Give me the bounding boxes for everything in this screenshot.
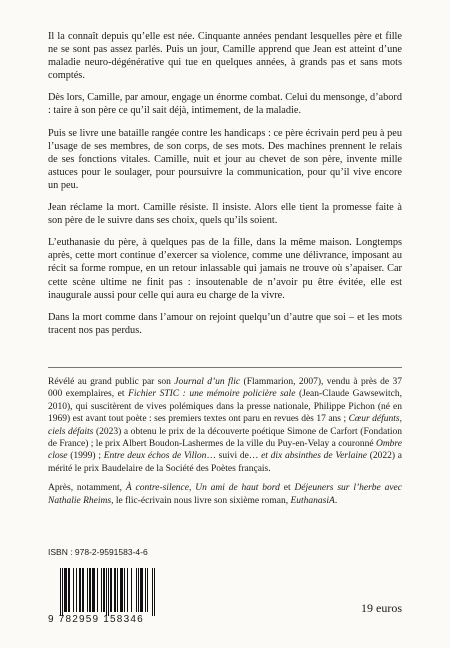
isbn-label: ISBN : 978-2-9591583-4-6 bbox=[48, 547, 148, 557]
section-divider bbox=[48, 367, 402, 368]
barcode-bar bbox=[83, 568, 84, 612]
barcode-bar bbox=[111, 568, 112, 612]
barcode-bar bbox=[145, 568, 146, 612]
barcode-bar bbox=[147, 568, 148, 612]
synopsis bbox=[48, 30, 402, 346]
bio-text: (1999) ; bbox=[67, 451, 104, 462]
book-title: Journal d’un flic bbox=[174, 377, 241, 387]
barcode-bar bbox=[87, 568, 88, 612]
barcode bbox=[48, 568, 160, 630]
book-title: Fichier STIC : une mémoire policière sale bbox=[128, 389, 296, 400]
barcode-bar bbox=[136, 568, 137, 612]
barcode-bar bbox=[142, 568, 143, 612]
barcode-bar bbox=[115, 568, 116, 612]
bio-text: (Jean-Claude Gawsewitch, 2010), qui suscitèrent de vives polémiques dans la presse nationale, Philippe Pichon (né en 1969) est avant tout poète : ses premiers textes ont paru en revues dès 17 ans ; bbox=[48, 389, 402, 425]
barcode-bar bbox=[114, 568, 115, 612]
barcode-bar bbox=[138, 568, 139, 612]
book-title: Entre deux échos de Villon bbox=[103, 451, 207, 462]
barcode-bar bbox=[97, 568, 98, 612]
barcode-bar bbox=[108, 568, 109, 616]
bio-text: , bbox=[188, 483, 196, 494]
barcode-bar bbox=[154, 568, 155, 616]
bio-text: et bbox=[279, 483, 295, 494]
barcode-bars bbox=[48, 568, 160, 616]
bio-text: Après, notamment, bbox=[48, 483, 126, 494]
bio-text: (2023) a obtenu le prix de la découverte poétique Simone de Carfort (Fondation de France) ; le prix Albert Boudon-Lashermes de la ville du Puy-en-Velay a couronné bbox=[48, 426, 402, 450]
barcode-bar bbox=[141, 568, 142, 612]
barcode-bar bbox=[66, 568, 67, 612]
barcode-bar bbox=[76, 568, 77, 612]
bio-text: , le flic-écrivain nous livre son sixième roman, bbox=[111, 495, 291, 506]
synopsis-paragraph-4: Jean réclame la mort. Camille résiste. Il insiste. Alors elle tient la promesse faite à son père de le suivre dans ses choix, quels qu’ils soient. bbox=[48, 202, 402, 227]
barcode-bar bbox=[62, 568, 63, 616]
barcode-bar bbox=[92, 568, 93, 612]
bio-text: . bbox=[334, 495, 338, 506]
book-title: À contre-silence bbox=[125, 483, 189, 494]
barcode-bar bbox=[131, 568, 132, 612]
book-title: Cœur défunts, ciels défaits bbox=[48, 414, 402, 437]
book-title: et dix absinthes de Verlaine bbox=[261, 451, 367, 462]
barcode-bar bbox=[121, 568, 122, 612]
barcode-bar bbox=[101, 568, 102, 612]
barcode-bar bbox=[127, 568, 128, 612]
barcode-bar bbox=[122, 568, 123, 612]
barcode-bar bbox=[80, 568, 81, 612]
author-bio bbox=[48, 376, 402, 514]
bio-text: (2022) a mérité le prix Baudelaire de la Société des Poètes français. bbox=[48, 451, 402, 474]
barcode-bar bbox=[79, 568, 80, 612]
bio-text: (Flammarion, 2007), vendu à près de 37 000 exemplaires, et bbox=[48, 377, 403, 400]
barcode-bar bbox=[73, 568, 74, 612]
barcode-bar bbox=[82, 568, 83, 612]
barcode-bar bbox=[69, 568, 70, 612]
bio-text: Révélé au grand public par son bbox=[48, 377, 175, 387]
bio-text: … suivi de… bbox=[206, 451, 262, 462]
barcode-bar bbox=[140, 568, 141, 612]
book-title: EuthanasiA bbox=[290, 495, 335, 506]
bio-paragraph-1 bbox=[48, 376, 402, 475]
barcode-bar bbox=[93, 568, 94, 612]
barcode-bar bbox=[89, 568, 90, 612]
barcode-digits: 9 782959 158346 bbox=[48, 614, 144, 625]
barcode-bar bbox=[65, 568, 66, 612]
price: 19 euros bbox=[361, 601, 402, 615]
barcode-bar bbox=[110, 568, 111, 612]
barcode-bar bbox=[117, 568, 118, 612]
barcode-bar bbox=[104, 568, 105, 612]
book-title: Déjeuners sur l’herbe avec Nathalie Rheims bbox=[48, 483, 402, 506]
barcode-bar bbox=[120, 568, 121, 612]
book-title: Un ami de haut bord bbox=[195, 483, 280, 494]
barcode-bar bbox=[90, 568, 91, 612]
book-title: Ombre close bbox=[48, 439, 402, 462]
barcode-bar bbox=[64, 568, 65, 612]
barcode-bar bbox=[103, 568, 104, 612]
barcode-bar bbox=[68, 568, 69, 612]
bio-paragraph-2 bbox=[48, 482, 402, 507]
barcode-bar bbox=[94, 568, 95, 612]
synopsis-paragraph-6: Dans la mort comme dans l’amour on rejoint quelqu’un d’autre que soi – et les mots tracent nos pas perdus. bbox=[48, 311, 402, 336]
synopsis-paragraph-3: Puis se livre une bataille rangée contre les handicaps : ce père écrivain perd peu à peu l’usage de ses membres, de son corps, de ses mots. Des machines prennent le relais de ses fonctions vitales. Camille, nuit et jour au chevet de son père, invente mille astuces pour le soulager, pour poursuivre la communication, pour qu’il vive encore un peu. bbox=[48, 127, 402, 191]
synopsis-paragraph-1: Il la connaît depuis qu’elle est née. Cinquante années pendant lesquelles père et fille ne se sont pas assez parlés. Puis un jour, Camille apprend que Jean est atteint d’une maladie neuro-dégénérative qui tue en quelques années, à grands pas et sans mots comptés. bbox=[48, 31, 402, 82]
synopsis-paragraph-2: Dès lors, Camille, par amour, engage un énorme combat. Celui du mensonge, d’abord : taire à son père ce qu’il sait déjà, intimement, de la maladie. bbox=[48, 92, 402, 117]
synopsis-paragraph-5: L’euthanasie du père, à quelques pas de la fille, dans la même maison. Longtemps après, cette mort continue d’exercer sa violence, comme une délivrance, imposant au récit sa forme rompue, en un retour inlassable qui jamais ne trouve où s’apaiser. Car cette scène ultime ne finit pas : insoutenable de n’avoir pu être évitée, elle est inaugurale aussi pour celle qui aura eu charge de la vivre. bbox=[48, 237, 402, 301]
barcode-bar bbox=[152, 568, 153, 616]
barcode-bar bbox=[60, 568, 61, 616]
barcode-bar bbox=[106, 568, 107, 616]
barcode-bar bbox=[124, 568, 125, 612]
